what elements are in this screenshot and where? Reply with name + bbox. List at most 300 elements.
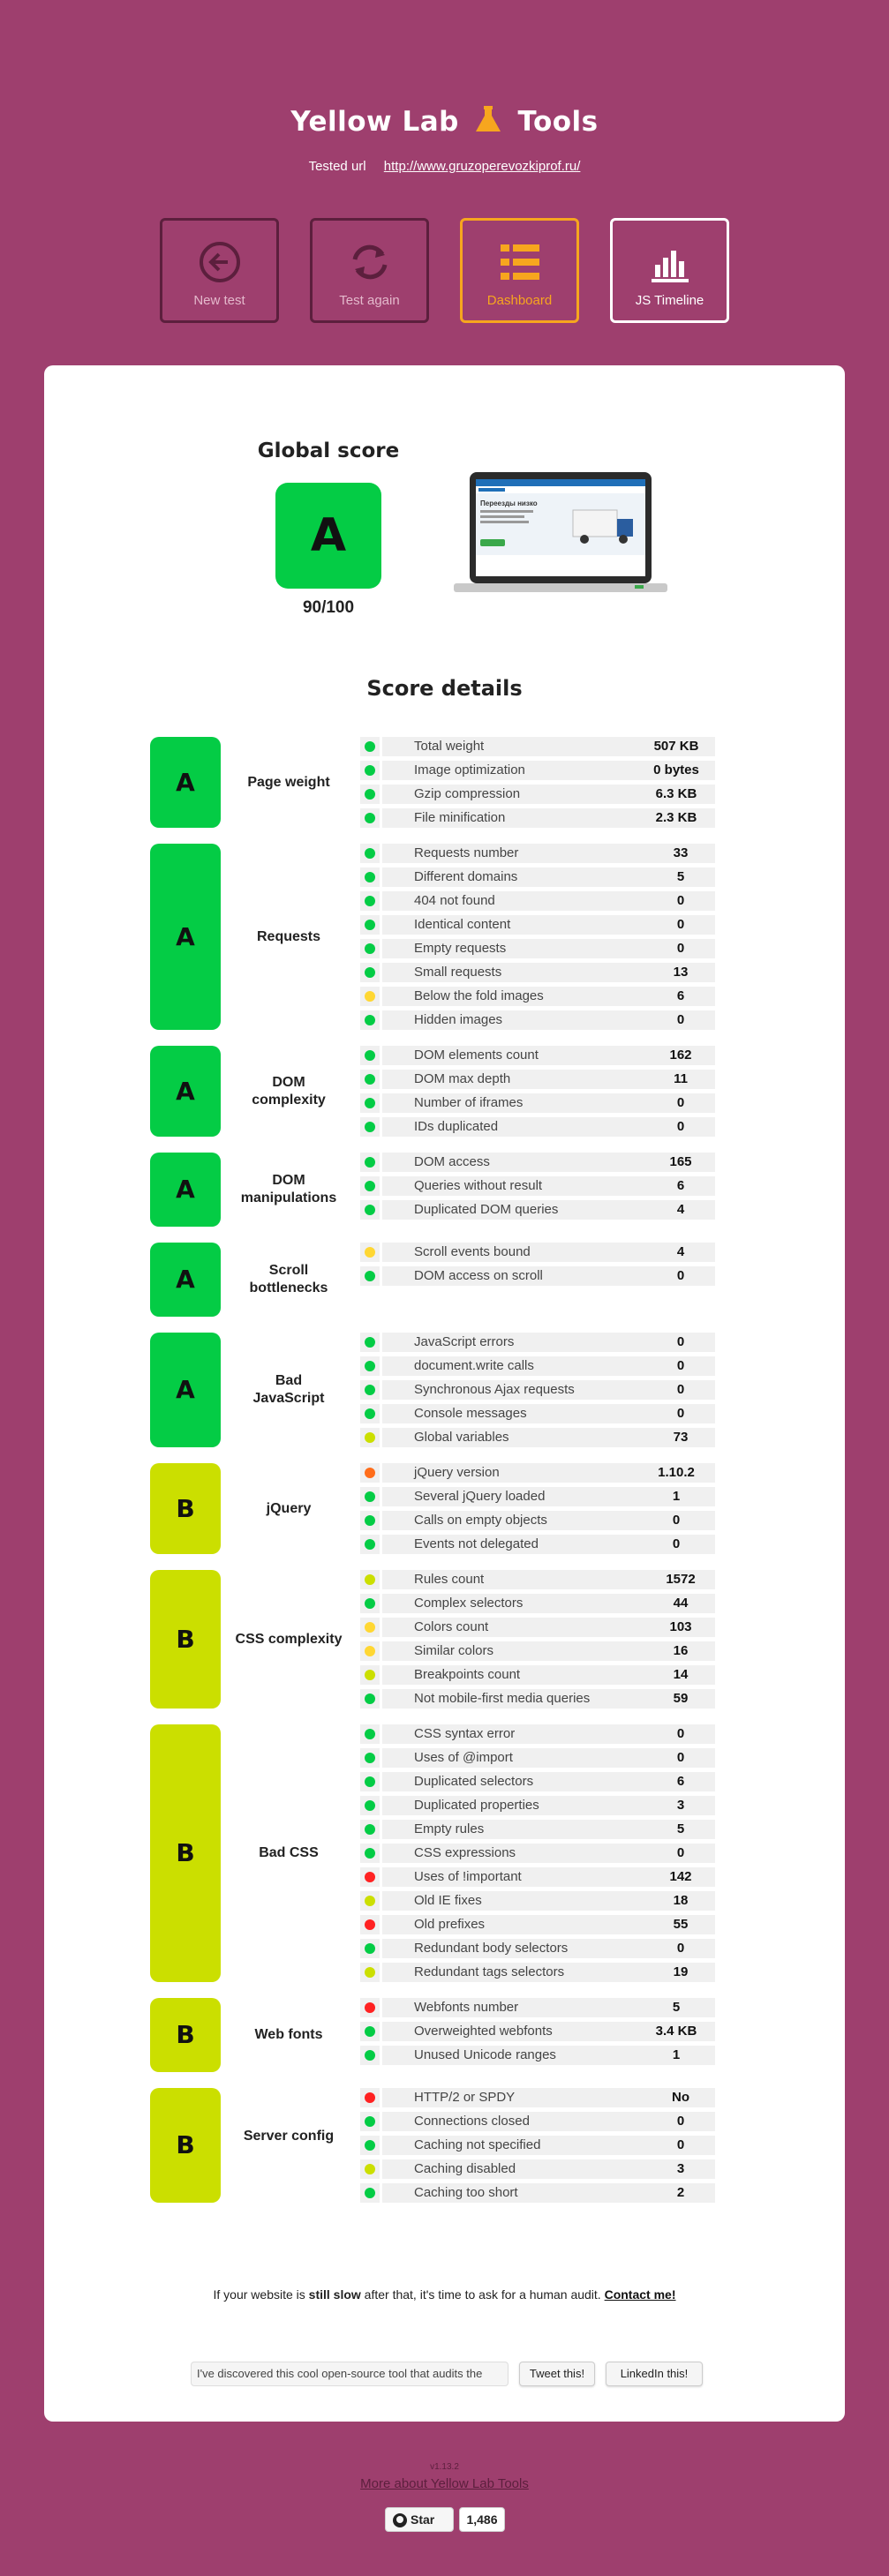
status-dot-icon	[365, 1515, 375, 1526]
rule-name: Empty requests	[382, 939, 665, 958]
rule-row[interactable]	[360, 987, 715, 1006]
rule-value: 33	[646, 844, 715, 863]
rule-row[interactable]	[360, 1689, 715, 1709]
status-dot-icon	[365, 765, 375, 776]
category-label: Scroll bottlenecks	[249, 1263, 328, 1296]
rule-value: 59	[646, 1689, 715, 1709]
rule-value: 0	[646, 1724, 715, 1744]
category-jquery	[150, 1463, 715, 1554]
rule-row[interactable]	[360, 2046, 715, 2065]
rule-name: File minification	[382, 808, 657, 828]
rule-status-cell	[360, 1689, 380, 1709]
js-timeline-label: JS Timeline	[635, 293, 704, 308]
rule-name: Image optimization	[382, 761, 657, 780]
rule-name: Old prefixes	[382, 1915, 665, 1934]
category-label: DOM complexity	[252, 1074, 326, 1108]
category-label: jQuery	[266, 1500, 312, 1516]
category-rules	[360, 1724, 715, 1986]
category-bad-javascript	[150, 1333, 715, 1447]
rule-status-cell	[360, 2159, 380, 2179]
rule-row[interactable]	[360, 1463, 715, 1483]
category-grade-badge: A	[150, 1046, 221, 1137]
category-grade-badge: B	[150, 2088, 221, 2203]
rule-row[interactable]	[360, 1243, 715, 1262]
rule-row[interactable]	[360, 1998, 715, 2017]
category-requests	[150, 844, 715, 1030]
rule-row[interactable]	[360, 737, 715, 756]
category-grade-badge: B	[150, 1570, 221, 1709]
status-dot-icon	[365, 1015, 375, 1025]
status-dot-icon	[365, 1539, 375, 1550]
rule-status-cell	[360, 867, 380, 887]
rule-name: Similar colors	[382, 1641, 665, 1661]
rule-name: Uses of @import	[382, 1748, 665, 1768]
rule-row[interactable]	[360, 1594, 715, 1613]
rule-status-cell	[360, 737, 380, 756]
status-dot-icon	[365, 2002, 375, 2013]
rule-value: 0	[646, 1010, 715, 1030]
test-again-label: Test again	[339, 293, 400, 308]
rule-row[interactable]	[360, 1404, 715, 1423]
github-icon	[393, 2513, 407, 2527]
rule-row[interactable]	[360, 1428, 715, 1447]
rule-row[interactable]	[360, 1867, 715, 1887]
rule-status-cell	[360, 1963, 380, 1982]
global-score-title: Global score	[257, 439, 400, 462]
rule-row[interactable]	[360, 808, 715, 828]
contact-me-link[interactable]: Contact me!	[604, 2287, 676, 2302]
rule-row[interactable]	[360, 1641, 715, 1661]
rule-value: 0	[637, 1535, 715, 1554]
rule-status-cell	[360, 2136, 380, 2155]
rule-value: 0	[646, 915, 715, 935]
status-dot-icon	[365, 1468, 375, 1478]
rule-name: CSS expressions	[382, 1844, 665, 1863]
rule-status-cell	[360, 987, 380, 1006]
rule-row[interactable]	[360, 1618, 715, 1637]
rule-row[interactable]	[360, 1093, 715, 1113]
audit-note	[0, 2287, 889, 2302]
rule-status-cell	[360, 1176, 380, 1196]
status-dot-icon	[365, 848, 375, 859]
rule-value: 162	[646, 1046, 715, 1065]
rule-name: IDs duplicated	[382, 1117, 665, 1137]
refresh-icon	[348, 240, 392, 284]
status-dot-icon	[365, 2026, 375, 2037]
tweet-button[interactable]: Tweet this!	[519, 2362, 595, 2386]
rule-name: Small requests	[382, 963, 665, 982]
rule-row[interactable]	[360, 1535, 715, 1554]
rule-status-cell	[360, 1891, 380, 1911]
rule-row[interactable]	[360, 2136, 715, 2155]
rule-row[interactable]	[360, 1266, 715, 1286]
status-dot-icon	[365, 1361, 375, 1371]
rule-status-cell	[360, 1356, 380, 1376]
rule-name: Overweighted webfonts	[382, 2022, 657, 2041]
category-rules	[360, 1998, 715, 2069]
status-dot-icon	[365, 1157, 375, 1168]
rule-row[interactable]	[360, 891, 715, 911]
rule-name: Duplicated selectors	[382, 1772, 665, 1791]
rule-status-cell	[360, 1046, 380, 1065]
rule-value: 6.3 KB	[637, 785, 715, 804]
rule-status-cell	[360, 1117, 380, 1137]
rule-status-cell	[360, 1243, 380, 1262]
rule-status-cell	[360, 1939, 380, 1958]
rule-name: Breakpoints count	[382, 1665, 665, 1685]
rule-row[interactable]	[360, 1772, 715, 1791]
rule-status-cell	[360, 1463, 380, 1483]
status-dot-icon	[365, 1646, 375, 1656]
rule-value: 0	[637, 1511, 715, 1530]
rule-value: 1.10.2	[637, 1463, 715, 1483]
screenshot-heading: Переезды низко	[480, 499, 538, 507]
rule-name: Synchronous Ajax requests	[382, 1380, 665, 1400]
category-rules	[360, 1243, 715, 1290]
rule-name: 404 not found	[382, 891, 665, 911]
rule-value: 6	[646, 1176, 715, 1196]
category-rules	[360, 1046, 715, 1141]
rule-name: DOM access	[382, 1153, 665, 1172]
category-label: Page weight	[247, 774, 330, 790]
status-dot-icon	[365, 896, 375, 906]
rule-row[interactable]	[360, 1939, 715, 1958]
rule-status-cell	[360, 915, 380, 935]
rule-row[interactable]	[360, 2159, 715, 2179]
rule-row[interactable]	[360, 1117, 715, 1137]
rule-row[interactable]	[360, 1796, 715, 1815]
rule-name: document.write calls	[382, 1356, 665, 1376]
rule-name: DOM access on scroll	[382, 1266, 665, 1286]
status-dot-icon	[365, 872, 375, 882]
rule-row[interactable]	[360, 963, 715, 982]
category-label: Bad CSS	[259, 1845, 319, 1860]
rule-row[interactable]	[360, 1487, 715, 1506]
app-title	[0, 104, 889, 138]
rule-name: Console messages	[382, 1404, 665, 1423]
rule-row[interactable]	[360, 1333, 715, 1352]
rule-value: 5	[646, 1820, 715, 1839]
rule-value: 3	[646, 2159, 715, 2179]
status-dot-icon	[365, 1181, 375, 1191]
rule-row[interactable]	[360, 1356, 715, 1376]
rule-status-cell	[360, 1535, 380, 1554]
rule-name: Events not delegated	[382, 1535, 657, 1554]
rule-status-cell	[360, 761, 380, 780]
rule-status-cell	[360, 891, 380, 911]
github-star-label: Star	[411, 2512, 435, 2527]
rule-name: Hidden images	[382, 1010, 665, 1030]
rule-value: 13	[646, 963, 715, 982]
rule-status-cell	[360, 1915, 380, 1934]
status-dot-icon	[365, 1753, 375, 1763]
rule-status-cell	[360, 1070, 380, 1089]
rule-status-cell	[360, 1618, 380, 1637]
status-dot-icon	[365, 1896, 375, 1906]
rule-name: Duplicated properties	[382, 1796, 665, 1815]
rule-status-cell	[360, 1333, 380, 1352]
rule-row[interactable]	[360, 1070, 715, 1089]
category-rules	[360, 844, 715, 1034]
rule-status-cell	[360, 2088, 380, 2107]
github-star-button[interactable]	[385, 2507, 454, 2532]
category-rules	[360, 1153, 715, 1224]
rule-row[interactable]	[360, 915, 715, 935]
share-text-input[interactable]: I've discovered this cool open-source tool that audits the	[191, 2362, 509, 2386]
rule-status-cell	[360, 808, 380, 828]
rule-name: Rules count	[382, 1570, 665, 1589]
category-server-config	[150, 2088, 715, 2203]
rule-name: Old IE fixes	[382, 1891, 665, 1911]
back-arrow-icon	[198, 240, 242, 284]
app-title-left: Yellow Lab	[290, 106, 459, 138]
dashboard-label: Dashboard	[486, 293, 553, 308]
rule-value: 0	[646, 1333, 715, 1352]
status-dot-icon	[365, 1385, 375, 1395]
test-again-button[interactable]	[310, 218, 429, 323]
category-page-weight	[150, 737, 715, 828]
rule-value: 55	[646, 1915, 715, 1934]
rule-row[interactable]	[360, 761, 715, 780]
rule-row[interactable]	[360, 867, 715, 887]
rule-status-cell	[360, 939, 380, 958]
category-label: Server config	[243, 2129, 335, 2144]
category-label: Web fonts	[254, 2027, 323, 2042]
rule-status-cell	[360, 1665, 380, 1685]
rule-status-cell	[360, 1844, 380, 1863]
rule-row[interactable]	[360, 1200, 715, 1220]
status-dot-icon	[365, 1408, 375, 1419]
status-dot-icon	[365, 967, 375, 978]
rule-name: Queries without result	[382, 1176, 665, 1196]
status-dot-icon	[365, 2116, 375, 2127]
more-about-link[interactable]: More about Yellow Lab Tools	[360, 2476, 529, 2491]
rule-value: 0	[646, 1939, 715, 1958]
github-star-count: 1,486	[459, 2507, 505, 2532]
category-grade-badge: A	[150, 1243, 221, 1317]
category-scroll-bottlenecks	[150, 1243, 715, 1296]
rule-status-cell	[360, 1594, 380, 1613]
rule-row[interactable]	[360, 1153, 715, 1172]
rule-value: 0 bytes	[637, 761, 715, 780]
rule-value: 0	[646, 1380, 715, 1400]
rule-name: Redundant body selectors	[382, 1939, 665, 1958]
rule-name: Caching disabled	[382, 2159, 665, 2179]
rule-value: 73	[646, 1428, 715, 1447]
category-grade-badge: A	[150, 1153, 221, 1227]
status-dot-icon	[365, 813, 375, 823]
rule-value: 507 KB	[637, 737, 715, 756]
rule-row[interactable]	[360, 1963, 715, 1982]
rule-status-cell	[360, 1200, 380, 1220]
category-grade-badge: A	[150, 844, 221, 1030]
rule-status-cell	[360, 1867, 380, 1887]
tested-url	[0, 159, 889, 174]
rule-value: 14	[646, 1665, 715, 1685]
status-dot-icon	[365, 1729, 375, 1739]
rule-status-cell	[360, 1772, 380, 1791]
rule-name: Identical content	[382, 915, 665, 935]
status-dot-icon	[365, 1670, 375, 1680]
rule-row[interactable]	[360, 1046, 715, 1065]
rule-status-cell	[360, 963, 380, 982]
rule-status-cell	[360, 1153, 380, 1172]
global-score-value: 90/100	[302, 598, 355, 617]
rule-status-cell	[360, 1748, 380, 1768]
rule-value: 1	[637, 2046, 715, 2065]
status-dot-icon	[365, 1098, 375, 1108]
category-rules	[360, 1463, 715, 1558]
category-rules	[360, 1333, 715, 1452]
status-dot-icon	[365, 741, 375, 752]
rule-status-cell	[360, 1010, 380, 1030]
status-dot-icon	[365, 1824, 375, 1835]
rule-row[interactable]	[360, 844, 715, 863]
rule-value: 3.4 KB	[637, 2022, 715, 2041]
status-dot-icon	[365, 2188, 375, 2198]
rule-status-cell	[360, 2183, 380, 2203]
rule-row[interactable]	[360, 1891, 715, 1911]
rule-name: Calls on empty objects	[382, 1511, 657, 1530]
rule-name: Caching too short	[382, 2183, 665, 2203]
rule-value: 0	[646, 1844, 715, 1863]
rule-name: Different domains	[382, 867, 665, 887]
status-dot-icon	[365, 1247, 375, 1258]
rule-value: No	[646, 2088, 715, 2107]
rule-row[interactable]	[360, 1748, 715, 1768]
rule-row[interactable]	[360, 1665, 715, 1685]
category-label: CSS complexity	[235, 1631, 343, 1647]
rule-value: 44	[646, 1594, 715, 1613]
rule-row[interactable]	[360, 1724, 715, 1744]
rule-name: Webfonts number	[382, 1998, 657, 2017]
rule-status-cell	[360, 1641, 380, 1661]
rule-row[interactable]	[360, 1176, 715, 1196]
rule-row[interactable]	[360, 1844, 715, 1863]
status-dot-icon	[365, 1694, 375, 1704]
version-label: v1.13.2	[430, 2462, 459, 2472]
rule-status-cell	[360, 1266, 380, 1286]
toolbar	[160, 218, 729, 324]
rule-name: Scroll events bound	[382, 1243, 665, 1262]
rule-row[interactable]	[360, 2183, 715, 2203]
category-dom-complexity	[150, 1046, 715, 1137]
rule-name: Gzip compression	[382, 785, 657, 804]
new-test-button[interactable]	[160, 218, 279, 323]
rule-name: Duplicated DOM queries	[382, 1200, 665, 1220]
rule-name: Caching not specified	[382, 2136, 665, 2155]
rule-row[interactable]	[360, 1380, 715, 1400]
dashboard-button[interactable]	[460, 218, 579, 323]
rule-name: Connections closed	[382, 2112, 665, 2131]
category-rules	[360, 1570, 715, 1713]
category-grade-badge: A	[150, 737, 221, 828]
status-dot-icon	[365, 2140, 375, 2151]
status-dot-icon	[365, 1943, 375, 1954]
rule-row[interactable]	[360, 785, 715, 804]
rule-name: DOM elements count	[382, 1046, 665, 1065]
rule-status-cell	[360, 1796, 380, 1815]
status-dot-icon	[365, 991, 375, 1002]
status-dot-icon	[365, 920, 375, 930]
rule-name: Uses of !important	[382, 1867, 665, 1887]
list-icon	[498, 240, 542, 284]
js-timeline-button[interactable]	[610, 218, 729, 323]
rule-row[interactable]	[360, 1010, 715, 1030]
status-dot-icon	[365, 1800, 375, 1811]
rule-value: 18	[646, 1891, 715, 1911]
rule-value: 0	[646, 939, 715, 958]
status-dot-icon	[365, 2164, 375, 2174]
linkedin-button[interactable]: LinkedIn this!	[606, 2362, 703, 2386]
rule-value: 16	[646, 1641, 715, 1661]
status-dot-icon	[365, 1919, 375, 1930]
rule-row[interactable]	[360, 2022, 715, 2041]
category-rules	[360, 737, 715, 832]
category-bad-css	[150, 1724, 715, 1982]
category-grade-badge: B	[150, 1724, 221, 1982]
rule-row[interactable]	[360, 1820, 715, 1839]
status-dot-icon	[365, 1337, 375, 1348]
category-web-fonts	[150, 1998, 715, 2065]
rule-name: Global variables	[382, 1428, 665, 1447]
rule-value: 2.3 KB	[637, 808, 715, 828]
rule-name: Complex selectors	[382, 1594, 665, 1613]
rule-row[interactable]	[360, 2088, 715, 2107]
rule-value: 6	[646, 987, 715, 1006]
category-rules	[360, 2088, 715, 2207]
rule-value: 0	[646, 1093, 715, 1113]
rule-value: 4	[646, 1200, 715, 1220]
rule-name: Colors count	[382, 1618, 665, 1637]
rule-name: Requests number	[382, 844, 665, 863]
tested-url-link[interactable]: http://www.gruzoperevozkiprof.ru/	[383, 159, 581, 174]
rule-value: 165	[646, 1153, 715, 1172]
new-test-label: New test	[193, 293, 245, 308]
rule-row[interactable]	[360, 1915, 715, 1934]
rule-name: Not mobile-first media queries	[382, 1689, 665, 1709]
rule-value: 4	[646, 1243, 715, 1262]
audit-note-after: after that, it's time to ask for a human audit.	[360, 2287, 605, 2302]
app-title-right: Tools	[517, 106, 599, 138]
status-dot-icon	[365, 1050, 375, 1061]
category-grade-badge: B	[150, 1463, 221, 1554]
rule-name: JavaScript errors	[382, 1333, 665, 1352]
rule-row[interactable]	[360, 2112, 715, 2131]
rule-value: 11	[646, 1070, 715, 1089]
rule-row[interactable]	[360, 939, 715, 958]
status-dot-icon	[365, 1598, 375, 1609]
flask-icon	[474, 104, 502, 134]
rule-row[interactable]	[360, 1511, 715, 1530]
rule-value: 142	[646, 1867, 715, 1887]
rule-status-cell	[360, 2022, 380, 2041]
status-dot-icon	[365, 1967, 375, 1978]
rule-status-cell	[360, 2046, 380, 2065]
rule-value: 1572	[646, 1570, 715, 1589]
rule-value: 1	[637, 1487, 715, 1506]
rule-row[interactable]	[360, 1570, 715, 1589]
status-dot-icon	[365, 789, 375, 800]
rule-name: jQuery version	[382, 1463, 657, 1483]
status-dot-icon	[365, 1122, 375, 1132]
category-label: Requests	[256, 928, 321, 944]
rule-name: HTTP/2 or SPDY	[382, 2088, 665, 2107]
rule-status-cell	[360, 1998, 380, 2017]
rule-value: 0	[646, 1356, 715, 1376]
status-dot-icon	[365, 2092, 375, 2103]
rule-value: 6	[646, 1772, 715, 1791]
